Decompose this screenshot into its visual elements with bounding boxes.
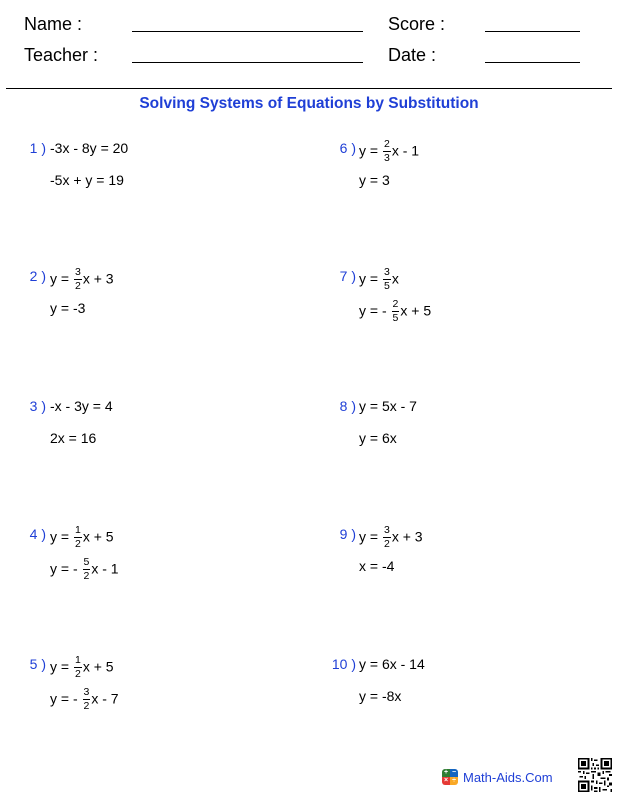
- equation-1: [50, 268, 114, 292]
- equation-text: x + 3: [82, 270, 114, 287]
- equation-2: [359, 688, 401, 704]
- fraction: [74, 525, 82, 549]
- equation-text: x - 1: [91, 560, 119, 577]
- teacher-field[interactable]: [132, 62, 363, 63]
- problem-number: 1 ): [29, 140, 46, 156]
- problem-number: 5 ): [29, 656, 46, 672]
- equation-text: y = -: [359, 302, 391, 319]
- equation-text: y = -3: [50, 300, 86, 316]
- denominator: 2: [74, 667, 81, 680]
- problem-number: 10 ): [331, 656, 356, 672]
- denominator: 2: [383, 537, 390, 550]
- problem-number: 8 ): [339, 398, 356, 414]
- fraction: [83, 557, 91, 581]
- numerator: 3: [74, 266, 81, 278]
- name-label: Name :: [24, 14, 83, 34]
- worksheet-title: Solving Systems of Equations by Substitution: [139, 95, 479, 112]
- equation-2: [359, 430, 397, 446]
- equation-1: [359, 526, 423, 550]
- equation-2: [50, 172, 124, 188]
- equation-text: x - 7: [91, 690, 119, 707]
- equation-text: -3x - 8y = 20: [50, 140, 129, 156]
- denominator: 3: [383, 151, 390, 164]
- score-field[interactable]: [485, 31, 580, 32]
- equation-text: 2x = 16: [50, 430, 97, 446]
- date-label: Date :: [388, 45, 437, 65]
- numerator: 1: [74, 654, 81, 666]
- numerator: 3: [383, 266, 390, 278]
- numerator: 2: [392, 298, 399, 310]
- fraction: [383, 139, 391, 163]
- name-field[interactable]: [132, 31, 363, 32]
- equation-text: y = -: [50, 560, 82, 577]
- brand-link[interactable]: Math-Aids.Com: [463, 769, 553, 785]
- numerator: 1: [74, 524, 81, 536]
- teacher-label: Teacher :: [24, 45, 99, 65]
- calculator-icon: + − × ÷: [443, 769, 457, 784]
- equation-text: x: [391, 270, 399, 287]
- equation-text: x + 5: [82, 528, 114, 545]
- equation-text: y =: [50, 528, 73, 545]
- equation-text: x + 3: [391, 528, 423, 545]
- score-label: Score :: [388, 14, 446, 34]
- equation-text: y =: [359, 270, 382, 287]
- denominator: 2: [83, 699, 90, 712]
- denominator: 2: [83, 569, 90, 582]
- equation-2: [359, 300, 431, 324]
- equation-text: y =: [359, 528, 382, 545]
- equation-2: [50, 300, 85, 316]
- equation-text: y =: [50, 270, 73, 287]
- fraction: [74, 267, 82, 291]
- equation-2: [50, 688, 119, 712]
- equation-text: x = -4: [359, 558, 395, 574]
- problem-number: 9 ): [339, 526, 356, 542]
- equation-1: [359, 140, 419, 164]
- equation-1: [50, 398, 113, 414]
- equation-1: [50, 526, 114, 550]
- equation-text: x + 5: [82, 658, 114, 675]
- equation-1: [359, 656, 425, 672]
- denominator: 5: [383, 279, 390, 292]
- date-field[interactable]: [485, 62, 580, 63]
- numerator: 5: [83, 556, 90, 568]
- fraction: [83, 687, 91, 711]
- fraction: [74, 655, 82, 679]
- equation-text: y = -: [50, 690, 82, 707]
- denominator: 2: [74, 279, 81, 292]
- equation-1: [50, 656, 114, 680]
- equation-text: y = 5x - 7: [359, 398, 417, 414]
- equation-1: [50, 140, 128, 156]
- equation-2: [359, 558, 394, 574]
- problem-number: 4 ): [29, 526, 46, 542]
- header-divider: [6, 88, 612, 89]
- equation-2: [50, 430, 96, 446]
- equation-text: x - 1: [391, 142, 420, 159]
- equation-text: y = 3: [359, 172, 390, 188]
- equation-1: [359, 268, 399, 292]
- problem-number: 2 ): [29, 268, 46, 284]
- denominator: 2: [74, 537, 81, 550]
- numerator: 2: [383, 138, 390, 150]
- equation-text: y = -8x: [359, 688, 402, 704]
- equation-text: -5x + y = 19: [50, 172, 124, 188]
- equation-text: y = 6x - 14: [359, 656, 425, 672]
- qr-code-icon: [578, 758, 612, 792]
- equation-2: [50, 558, 119, 582]
- problem-number: 7 ): [339, 268, 356, 284]
- equation-1: [359, 398, 417, 414]
- problem-number: 6 ): [339, 140, 356, 156]
- fraction: [383, 267, 391, 291]
- problem-number: 3 ): [29, 398, 46, 414]
- footer-brand: [442, 766, 553, 788]
- equation-text: -x - 3y = 4: [50, 398, 113, 414]
- equation-text: y =: [359, 142, 382, 159]
- fraction: [392, 299, 400, 323]
- equation-2: [359, 172, 390, 188]
- equation-text: y = 6x: [359, 430, 397, 446]
- fraction: [383, 525, 391, 549]
- denominator: 5: [392, 311, 399, 324]
- numerator: 3: [383, 524, 390, 536]
- numerator: 3: [83, 686, 90, 698]
- equation-text: y =: [50, 658, 73, 675]
- equation-text: x + 5: [400, 302, 432, 319]
